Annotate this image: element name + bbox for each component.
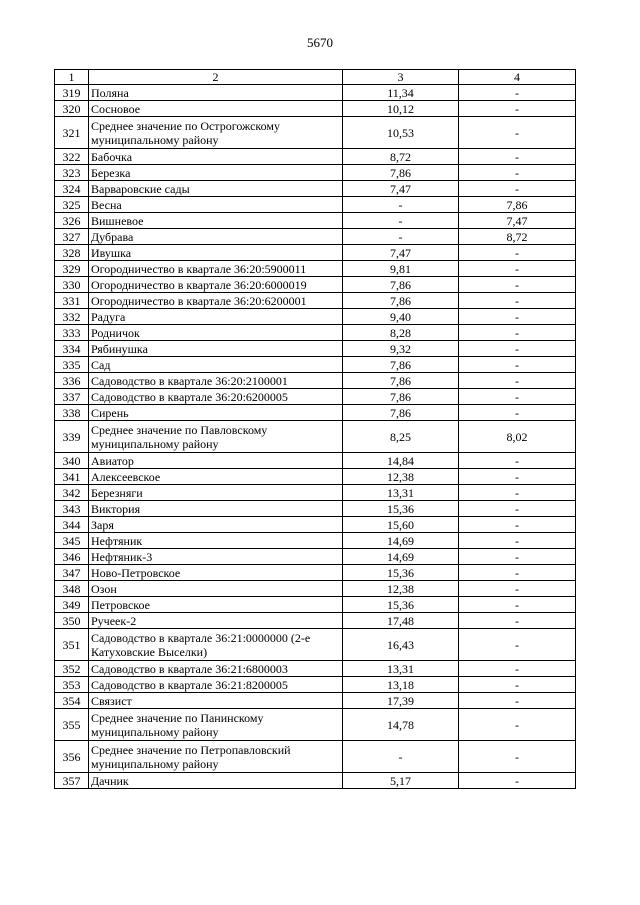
row-number: 331	[55, 293, 89, 309]
row-name: Сирень	[89, 405, 343, 421]
row-name: Среднее значение по Панинскому муниципальному району	[89, 709, 343, 741]
row-number: 341	[55, 469, 89, 485]
row-value-col4: -	[459, 373, 576, 389]
table-row	[55, 197, 576, 213]
table-row	[55, 773, 576, 789]
row-number: 343	[55, 501, 89, 517]
row-value-col3: -	[343, 741, 459, 773]
row-name: Вишневое	[89, 213, 343, 229]
row-name: Озон	[89, 581, 343, 597]
table-row	[55, 149, 576, 165]
table-row	[55, 293, 576, 309]
row-name: Связист	[89, 693, 343, 709]
row-value-col4: -	[459, 405, 576, 421]
row-name: Среднее значение по Петропавловский муниципальному району	[89, 741, 343, 773]
row-number: 327	[55, 229, 89, 245]
table-row	[55, 165, 576, 181]
row-number: 322	[55, 149, 89, 165]
row-value-col4: -	[459, 597, 576, 613]
row-name: Сосновое	[89, 101, 343, 117]
table-row	[55, 101, 576, 117]
row-value-col3: 15,36	[343, 501, 459, 517]
row-value-col3: 11,34	[343, 85, 459, 101]
table-row	[55, 309, 576, 325]
table-row	[55, 533, 576, 549]
row-name: Ивушка	[89, 245, 343, 261]
row-number: 353	[55, 677, 89, 693]
row-value-col3: 14,78	[343, 709, 459, 741]
row-value-col3: 15,36	[343, 597, 459, 613]
row-value-col3: 7,47	[343, 245, 459, 261]
row-value-col3: 9,32	[343, 341, 459, 357]
row-value-col4: -	[459, 357, 576, 373]
row-value-col3: 14,69	[343, 533, 459, 549]
table-row	[55, 261, 576, 277]
row-number: 328	[55, 245, 89, 261]
row-value-col3: 17,48	[343, 613, 459, 629]
table-row	[55, 245, 576, 261]
row-value-col3: 10,53	[343, 117, 459, 149]
row-number: 348	[55, 581, 89, 597]
row-name: Садоводство в квартале 36:21:8200005	[89, 677, 343, 693]
row-value-col3: 12,38	[343, 581, 459, 597]
row-value-col4: -	[459, 517, 576, 533]
header-col-3: 3	[343, 70, 459, 85]
row-number: 352	[55, 661, 89, 677]
table-row	[55, 277, 576, 293]
row-name: Огородничество в квартале 36:20:5900011	[89, 261, 343, 277]
row-value-col4: -	[459, 245, 576, 261]
row-name: Алексеевское	[89, 469, 343, 485]
row-value-col4: -	[459, 741, 576, 773]
row-name: Садоводство в квартале 36:21:6800003	[89, 661, 343, 677]
table-row	[55, 117, 576, 149]
row-number: 355	[55, 709, 89, 741]
row-value-col3: 12,38	[343, 469, 459, 485]
row-value-col4: -	[459, 101, 576, 117]
row-value-col3: 8,72	[343, 149, 459, 165]
row-number: 325	[55, 197, 89, 213]
row-name: Березняги	[89, 485, 343, 501]
table-row	[55, 453, 576, 469]
row-name: Весна	[89, 197, 343, 213]
row-value-col3: 14,84	[343, 453, 459, 469]
table-row	[55, 341, 576, 357]
row-value-col3: 7,86	[343, 357, 459, 373]
row-value-col4: -	[459, 709, 576, 741]
row-number: 354	[55, 693, 89, 709]
row-value-col4: -	[459, 565, 576, 581]
header-col-1: 1	[55, 70, 89, 85]
row-value-col4: -	[459, 533, 576, 549]
table-row	[55, 421, 576, 453]
row-number: 340	[55, 453, 89, 469]
row-name: Поляна	[89, 85, 343, 101]
row-name: Огородничество в квартале 36:20:6200001	[89, 293, 343, 309]
row-name: Заря	[89, 517, 343, 533]
row-value-col4: -	[459, 277, 576, 293]
row-value-col4: -	[459, 501, 576, 517]
row-number: 350	[55, 613, 89, 629]
row-value-col4: -	[459, 773, 576, 789]
row-value-col4: -	[459, 693, 576, 709]
row-value-col3: 7,47	[343, 181, 459, 197]
row-name: Бабочка	[89, 149, 343, 165]
row-number: 334	[55, 341, 89, 357]
row-name: Родничок	[89, 325, 343, 341]
row-name: Авиатор	[89, 453, 343, 469]
table-row	[55, 405, 576, 421]
row-value-col4: -	[459, 629, 576, 661]
row-value-col3: 7,86	[343, 165, 459, 181]
row-name: Садоводство в квартале 36:20:2100001	[89, 373, 343, 389]
table-row	[55, 597, 576, 613]
row-number: 326	[55, 213, 89, 229]
row-value-col3: 7,86	[343, 277, 459, 293]
row-value-col4: -	[459, 485, 576, 501]
row-number: 320	[55, 101, 89, 117]
row-number: 356	[55, 741, 89, 773]
page-number: 5670	[307, 35, 333, 50]
row-value-col4: -	[459, 469, 576, 485]
row-value-col4: -	[459, 261, 576, 277]
row-value-col4: -	[459, 325, 576, 341]
row-name: Нефтяник-3	[89, 549, 343, 565]
row-value-col4: 7,47	[459, 213, 576, 229]
table-row	[55, 629, 576, 661]
row-name: Садоводство в квартале 36:20:6200005	[89, 389, 343, 405]
row-name: Ново-Петровское	[89, 565, 343, 581]
row-value-col3: 13,31	[343, 485, 459, 501]
row-value-col3: -	[343, 229, 459, 245]
row-number: 346	[55, 549, 89, 565]
row-name: Виктория	[89, 501, 343, 517]
table-row	[55, 373, 576, 389]
row-number: 332	[55, 309, 89, 325]
row-value-col3: 7,86	[343, 373, 459, 389]
row-value-col3: 9,40	[343, 309, 459, 325]
table-row	[55, 501, 576, 517]
row-value-col4: 8,72	[459, 229, 576, 245]
row-value-col3: 13,31	[343, 661, 459, 677]
row-number: 342	[55, 485, 89, 501]
row-name: Радуга	[89, 309, 343, 325]
row-value-col3: 7,86	[343, 293, 459, 309]
row-value-col3: 8,28	[343, 325, 459, 341]
row-name: Ручеек-2	[89, 613, 343, 629]
row-name: Дачник	[89, 773, 343, 789]
row-number: 337	[55, 389, 89, 405]
table-row	[55, 661, 576, 677]
table-row	[55, 325, 576, 341]
row-value-col3: 8,25	[343, 421, 459, 453]
row-value-col4: -	[459, 181, 576, 197]
table-row	[55, 741, 576, 773]
row-number: 336	[55, 373, 89, 389]
row-value-col3: 13,18	[343, 677, 459, 693]
row-value-col4: 8,02	[459, 421, 576, 453]
table-row	[55, 693, 576, 709]
row-value-col4: -	[459, 613, 576, 629]
table-row	[55, 581, 576, 597]
table-row	[55, 229, 576, 245]
table-row	[55, 181, 576, 197]
row-number: 349	[55, 597, 89, 613]
row-value-col4: 7,86	[459, 197, 576, 213]
row-value-col4: -	[459, 581, 576, 597]
row-value-col3: 14,69	[343, 549, 459, 565]
row-value-col3: -	[343, 213, 459, 229]
table-row	[55, 549, 576, 565]
row-name: Огородничество в квартале 36:20:6000019	[89, 277, 343, 293]
row-name: Рябинушка	[89, 341, 343, 357]
table-row	[55, 677, 576, 693]
table-row	[55, 469, 576, 485]
table-row	[55, 85, 576, 101]
row-value-col3: 16,43	[343, 629, 459, 661]
row-value-col3: -	[343, 197, 459, 213]
row-number: 335	[55, 357, 89, 373]
row-value-col4: -	[459, 389, 576, 405]
row-name: Дубрава	[89, 229, 343, 245]
row-value-col3: 7,86	[343, 405, 459, 421]
row-number: 347	[55, 565, 89, 581]
table-row	[55, 517, 576, 533]
row-value-col4: -	[459, 85, 576, 101]
table-row	[55, 213, 576, 229]
row-value-col4: -	[459, 149, 576, 165]
row-number: 330	[55, 277, 89, 293]
row-number: 333	[55, 325, 89, 341]
table-row	[55, 357, 576, 373]
row-number: 339	[55, 421, 89, 453]
table-row	[55, 389, 576, 405]
row-value-col4: -	[459, 341, 576, 357]
row-value-col3: 9,81	[343, 261, 459, 277]
row-number: 321	[55, 117, 89, 149]
row-name: Петровское	[89, 597, 343, 613]
row-value-col3: 17,39	[343, 693, 459, 709]
row-number: 344	[55, 517, 89, 533]
header-col-2: 2	[89, 70, 343, 85]
row-value-col4: -	[459, 293, 576, 309]
header-col-4: 4	[459, 70, 576, 85]
row-name: Среднее значение по Павловскому муниципальному району	[89, 421, 343, 453]
data-table	[54, 69, 576, 789]
row-value-col4: -	[459, 677, 576, 693]
row-number: 351	[55, 629, 89, 661]
row-number: 357	[55, 773, 89, 789]
row-value-col3: 15,60	[343, 517, 459, 533]
row-value-col3: 7,86	[343, 389, 459, 405]
table-row	[55, 485, 576, 501]
row-name: Сад	[89, 357, 343, 373]
table-header-row	[55, 70, 576, 85]
row-name: Садоводство в квартале 36:21:0000000 (2-е Катуховские Выселки)	[89, 629, 343, 661]
row-number: 319	[55, 85, 89, 101]
row-number: 345	[55, 533, 89, 549]
row-name: Варваровские сады	[89, 181, 343, 197]
row-value-col4: -	[459, 549, 576, 565]
row-number: 338	[55, 405, 89, 421]
row-value-col4: -	[459, 165, 576, 181]
row-value-col3: 5,17	[343, 773, 459, 789]
table-row	[55, 613, 576, 629]
row-name: Нефтяник	[89, 533, 343, 549]
row-value-col3: 15,36	[343, 565, 459, 581]
table-row	[55, 565, 576, 581]
row-name: Среднее значение по Острогожскому муниципальному району	[89, 117, 343, 149]
row-value-col4: -	[459, 661, 576, 677]
row-value-col4: -	[459, 117, 576, 149]
row-number: 323	[55, 165, 89, 181]
row-number: 329	[55, 261, 89, 277]
row-value-col4: -	[459, 309, 576, 325]
table-row	[55, 709, 576, 741]
row-value-col4: -	[459, 453, 576, 469]
row-number: 324	[55, 181, 89, 197]
row-name: Березка	[89, 165, 343, 181]
row-value-col3: 10,12	[343, 101, 459, 117]
